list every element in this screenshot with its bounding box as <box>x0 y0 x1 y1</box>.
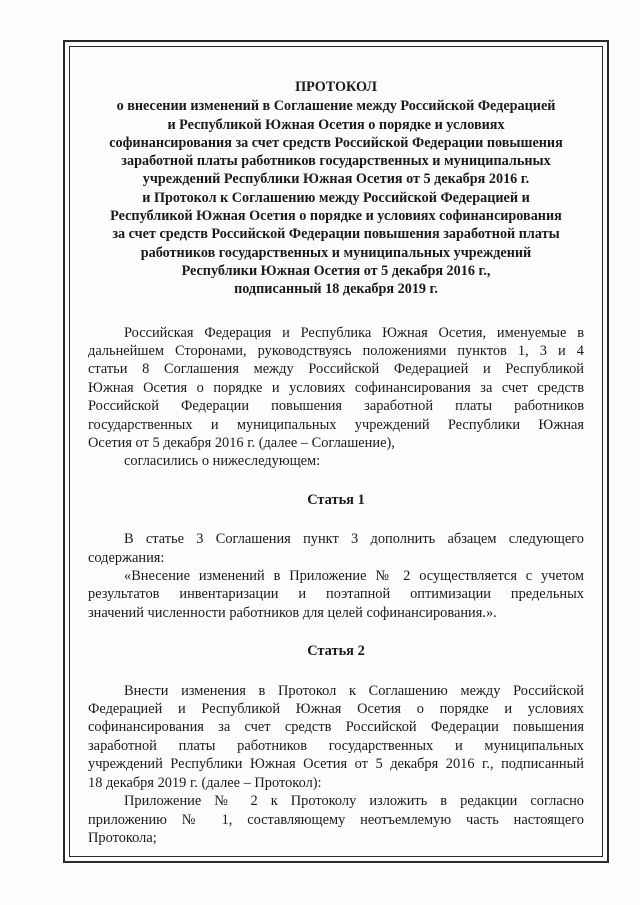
document-title <box>88 78 584 299</box>
text-line: статьи 8 Соглашения между Российской Федерацией и Республикой <box>88 361 584 378</box>
article-2-title: Статья 2 <box>307 643 365 660</box>
title-line: и Протокол к Соглашению между Российской Федерацией и <box>142 189 530 206</box>
text-line: дальнейшем Сторонами, руководствуясь положениями пунктов 1, 3 и 4 <box>88 342 584 359</box>
title-line: о внесении изменений в Соглашение между Российской Федерацией <box>116 98 556 115</box>
document-body <box>88 78 584 847</box>
text-line: Осетия от 5 декабря 2016 г. (далее – Соглашение), <box>88 435 395 451</box>
title-line: Республикой Южная Осетия о порядке и условиях софинансирования <box>110 208 562 225</box>
article-1-title: Статья 1 <box>307 491 365 508</box>
text-line: Российская Федерация и Республика Южная Осетия, именуемые в <box>124 324 584 341</box>
text-line: Федерацией и Республикой Южная Осетия о порядке и условиях <box>88 701 584 718</box>
text-line: приложению № 1, составляющему неотъемлемую часть настоящего <box>88 811 584 828</box>
text-line: Российской Федерации повышения заработной платы работников <box>88 398 584 415</box>
title-line: софинансирования за счет средств Российской Федерации повышения <box>109 134 563 151</box>
title-line: подписанный 18 декабря 2019 г. <box>234 281 438 298</box>
title-heading: ПРОТОКОЛ <box>295 79 377 95</box>
text-line: содержания: <box>88 549 165 566</box>
text-line: Южная Осетия о порядке и условиях софинансирования за счет средств <box>88 379 584 396</box>
text-line: 18 декабря 2019 г. (далее – Протокол): <box>88 774 322 791</box>
title-line: заработной платы работников государственных и муниципальных <box>121 153 551 170</box>
preamble-paragraph <box>88 324 584 471</box>
title-line: работников государственных и муниципальных учреждений <box>140 244 532 261</box>
text-line: значений численности работников для целей софинансирования.». <box>88 604 497 621</box>
title-line: Республики Южная Осетия от 5 декабря 2016 г., <box>181 262 491 279</box>
agreement-line: согласились о нижеследующем: <box>124 453 321 470</box>
text-line: Внести изменения в Протокол к Соглашению между Российской <box>124 682 584 699</box>
text-line: Протокола; <box>88 829 157 846</box>
article-1-body <box>88 530 584 622</box>
text-line: государственных и муниципальных учреждений Республики Южная <box>88 416 584 433</box>
title-line: за счет средств Российской Федерации повышения заработной платы <box>112 226 560 243</box>
text-line: Приложение № 2 к Протоколу изложить в редакции согласно <box>124 793 584 810</box>
text-line: В статье 3 Соглашения пункт 3 дополнить абзацем следующего <box>124 531 584 548</box>
title-line: учреждений Республики Южная Осетия от 5 декабря 2016 г. <box>142 171 530 188</box>
article-2-body <box>88 682 584 848</box>
title-line: и Республикой Южная Осетия о порядке и условиях <box>167 116 505 133</box>
text-line: «Внесение изменений в Приложение № 2 осуществляется с учетом <box>124 568 584 585</box>
text-line: софинансирования за счет средств Российской Федерации повышения <box>88 719 584 736</box>
text-line: заработной платы работников государственных и муниципальных <box>88 737 584 754</box>
text-line: учреждений Республики Южная Осетия от 5 декабря 2016 г., подписанный <box>88 756 584 773</box>
text-line: результатов инвентаризации и поэтапной оптимизации предельных <box>88 586 584 603</box>
